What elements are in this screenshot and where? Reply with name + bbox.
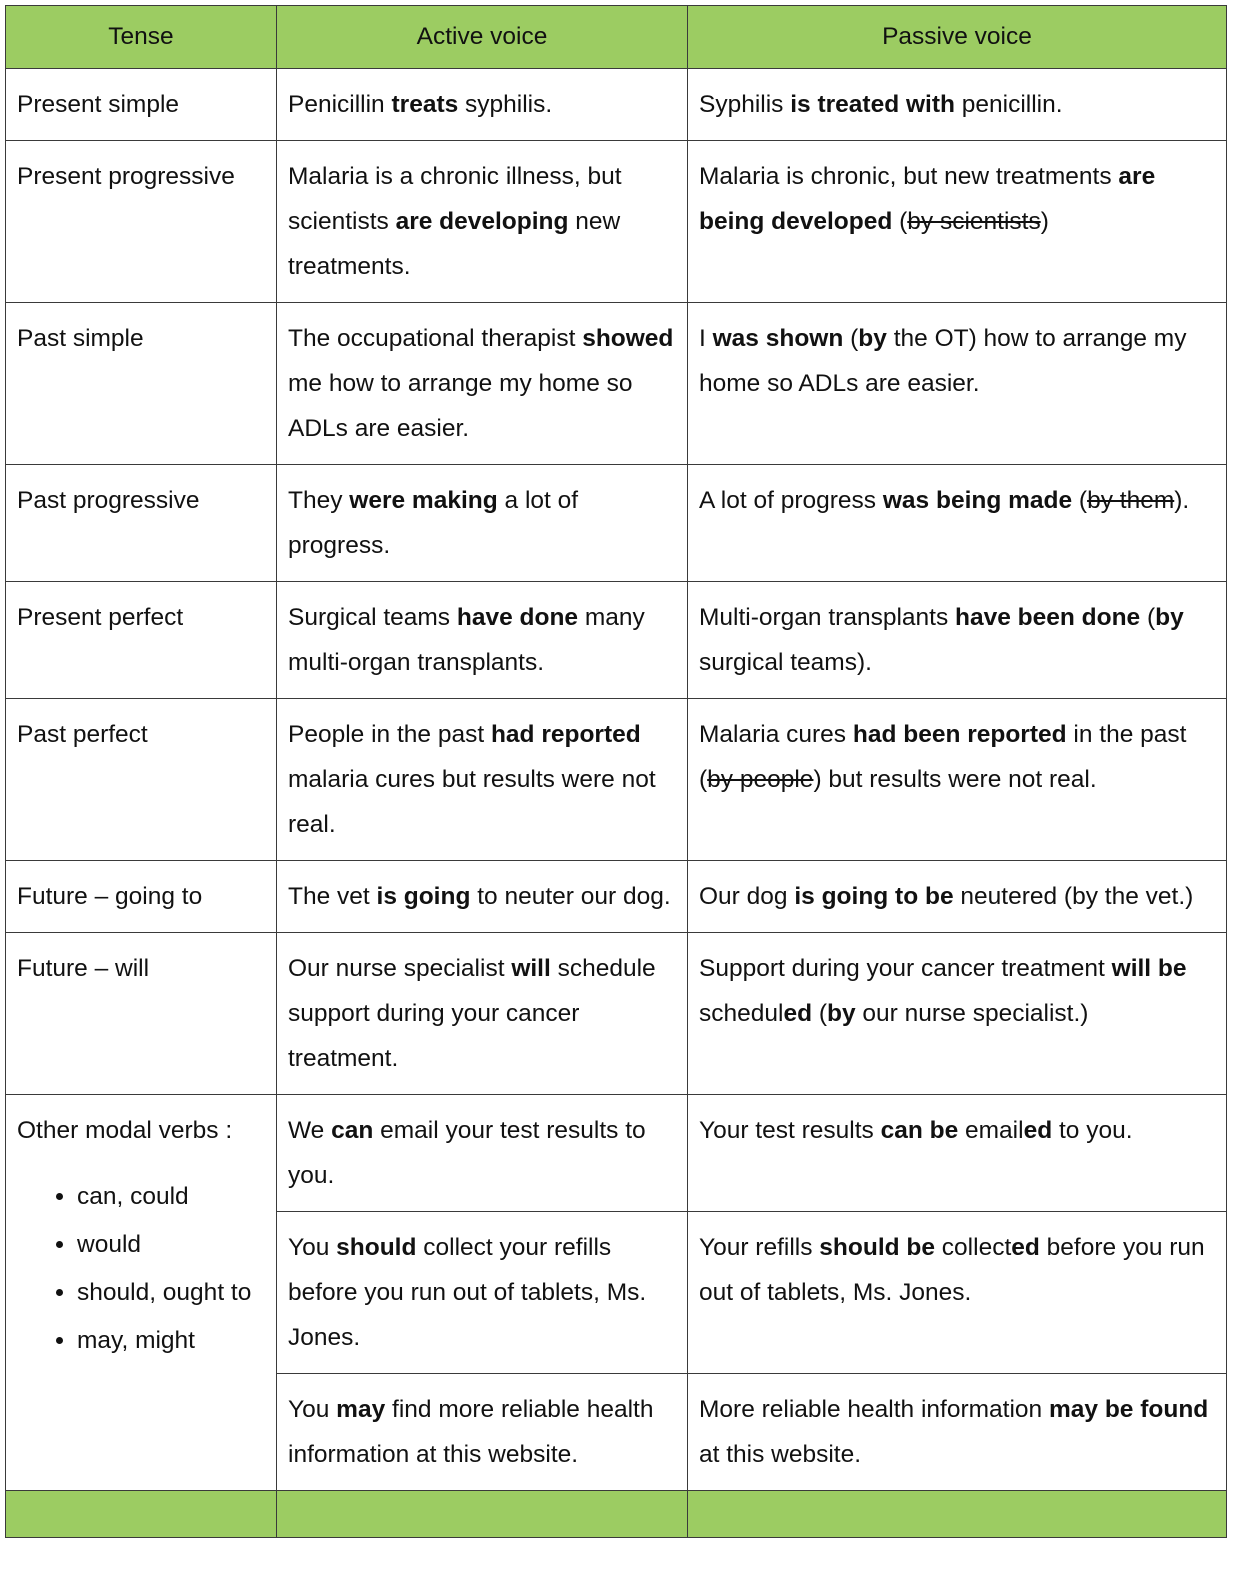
footer-cell bbox=[6, 1491, 277, 1538]
verb-emphasis: will bbox=[511, 955, 551, 982]
active-cell: We can email your test results to you. bbox=[277, 1095, 688, 1212]
verb-emphasis: can bbox=[331, 1117, 374, 1144]
verb-emphasis: are being developed bbox=[699, 163, 1156, 235]
footer-cell bbox=[277, 1491, 688, 1538]
verb-emphasis: by bbox=[1155, 604, 1184, 631]
passive-cell: Malaria is chronic, but new treatments are being developed (by scientists) bbox=[688, 141, 1227, 303]
passive-cell: Support during your cancer treatment will be scheduled (by our nurse specialist.) bbox=[688, 933, 1227, 1095]
active-cell: People in the past had reported malaria cures but results were not real. bbox=[277, 699, 688, 861]
table-row bbox=[6, 582, 1227, 699]
passive-cell: Your test results can be emailed to you. bbox=[688, 1095, 1227, 1212]
table-row bbox=[6, 861, 1227, 933]
omitted-agent: by them bbox=[1087, 487, 1175, 514]
active-cell: Surgical teams have done many multi-organ transplants. bbox=[277, 582, 688, 699]
list-item: • should, ought to bbox=[77, 1269, 265, 1317]
verb-emphasis: is treated with bbox=[790, 91, 955, 118]
verb-emphasis: ed bbox=[1023, 1117, 1053, 1144]
list-item: • may, might bbox=[77, 1317, 265, 1365]
tense-cell: Present simple bbox=[6, 69, 277, 141]
table-row bbox=[6, 933, 1227, 1095]
header-row bbox=[6, 6, 1227, 69]
table-row bbox=[6, 141, 1227, 303]
tense-cell: Future – going to bbox=[6, 861, 277, 933]
footer-row bbox=[6, 1491, 1227, 1538]
header-active-voice: Active voice bbox=[277, 6, 688, 69]
verb-emphasis: had been reported bbox=[852, 721, 1067, 748]
active-cell: You may find more reliable health information at this website. bbox=[277, 1374, 688, 1491]
verb-emphasis: ed bbox=[1011, 1234, 1040, 1261]
active-cell: Malaria is a chronic illness, but scientists are developing new treatments. bbox=[277, 141, 688, 303]
verb-emphasis: ed bbox=[783, 1000, 813, 1027]
footer-cell bbox=[688, 1491, 1227, 1538]
omitted-agent: by scientists bbox=[907, 208, 1041, 235]
table-row bbox=[6, 465, 1227, 582]
passive-cell: I was shown (by the OT) how to arrange my home so ADLs are easier. bbox=[688, 303, 1227, 465]
active-cell: Our nurse specialist will schedule support during your cancer treatment. bbox=[277, 933, 688, 1095]
verb-emphasis: will be bbox=[1111, 955, 1187, 982]
verb-emphasis: was shown bbox=[712, 325, 844, 352]
verb-emphasis: have been done bbox=[955, 604, 1141, 631]
verb-emphasis: was being made bbox=[882, 487, 1073, 514]
verb-emphasis: may be found bbox=[1049, 1396, 1209, 1423]
passive-cell: Malaria cures had been reported in the past (by people) but results were not real. bbox=[688, 699, 1227, 861]
active-cell: The vet is going to neuter our dog. bbox=[277, 861, 688, 933]
table-row bbox=[6, 1095, 1227, 1212]
table-row bbox=[6, 699, 1227, 861]
verb-emphasis: by bbox=[858, 325, 887, 352]
table-row bbox=[6, 303, 1227, 465]
modal-verbs-title: Other modal verbs : bbox=[17, 1117, 233, 1144]
verb-emphasis: treats bbox=[391, 91, 459, 118]
header-tense: Tense bbox=[6, 6, 277, 69]
verb-emphasis: were making bbox=[349, 487, 498, 514]
passive-cell: Multi-organ transplants have been done (by surgical teams). bbox=[688, 582, 1227, 699]
passive-cell: Your refills should be collected before you run out of tablets, Ms. Jones. bbox=[688, 1212, 1227, 1374]
verb-emphasis: is going bbox=[376, 883, 471, 910]
tense-cell: Present progressive bbox=[6, 141, 277, 303]
modal-verbs-list bbox=[17, 1173, 265, 1365]
verb-emphasis: can be bbox=[880, 1117, 959, 1144]
passive-cell: Our dog is going to be neutered (by the vet.) bbox=[688, 861, 1227, 933]
verb-emphasis: have done bbox=[456, 604, 579, 631]
tense-cell: Past perfect bbox=[6, 699, 277, 861]
active-cell: They were making a lot of progress. bbox=[277, 465, 688, 582]
active-cell: Penicillin treats syphilis. bbox=[277, 69, 688, 141]
tense-cell: Present perfect bbox=[6, 582, 277, 699]
verb-emphasis: should bbox=[336, 1234, 417, 1261]
tense-cell: Past simple bbox=[6, 303, 277, 465]
verb-emphasis: are developing bbox=[395, 208, 569, 235]
tense-cell: Future – will bbox=[6, 933, 277, 1095]
passive-cell: Syphilis is treated with penicillin. bbox=[688, 69, 1227, 141]
verb-emphasis: showed bbox=[582, 325, 674, 352]
verb-emphasis: by bbox=[827, 1000, 856, 1027]
verb-emphasis: is going to be bbox=[794, 883, 954, 910]
modal-verbs-cell bbox=[6, 1095, 277, 1491]
header-passive-voice: Passive voice bbox=[688, 6, 1227, 69]
tense-cell: Past progressive bbox=[6, 465, 277, 582]
verb-emphasis: had reported bbox=[490, 721, 641, 748]
verb-emphasis: should be bbox=[819, 1234, 935, 1261]
active-cell: You should collect your refills before you run out of tablets, Ms. Jones. bbox=[277, 1212, 688, 1374]
passive-cell: A lot of progress was being made (by them). bbox=[688, 465, 1227, 582]
passive-cell: More reliable health information may be found at this website. bbox=[688, 1374, 1227, 1491]
passive-voice-table bbox=[5, 5, 1227, 1538]
verb-emphasis: may bbox=[336, 1396, 386, 1423]
active-cell: The occupational therapist showed me how to arrange my home so ADLs are easier. bbox=[277, 303, 688, 465]
omitted-agent: by people bbox=[707, 766, 814, 793]
list-item: • can, could bbox=[77, 1173, 265, 1221]
list-item: • would bbox=[77, 1221, 265, 1269]
table-row bbox=[6, 69, 1227, 141]
